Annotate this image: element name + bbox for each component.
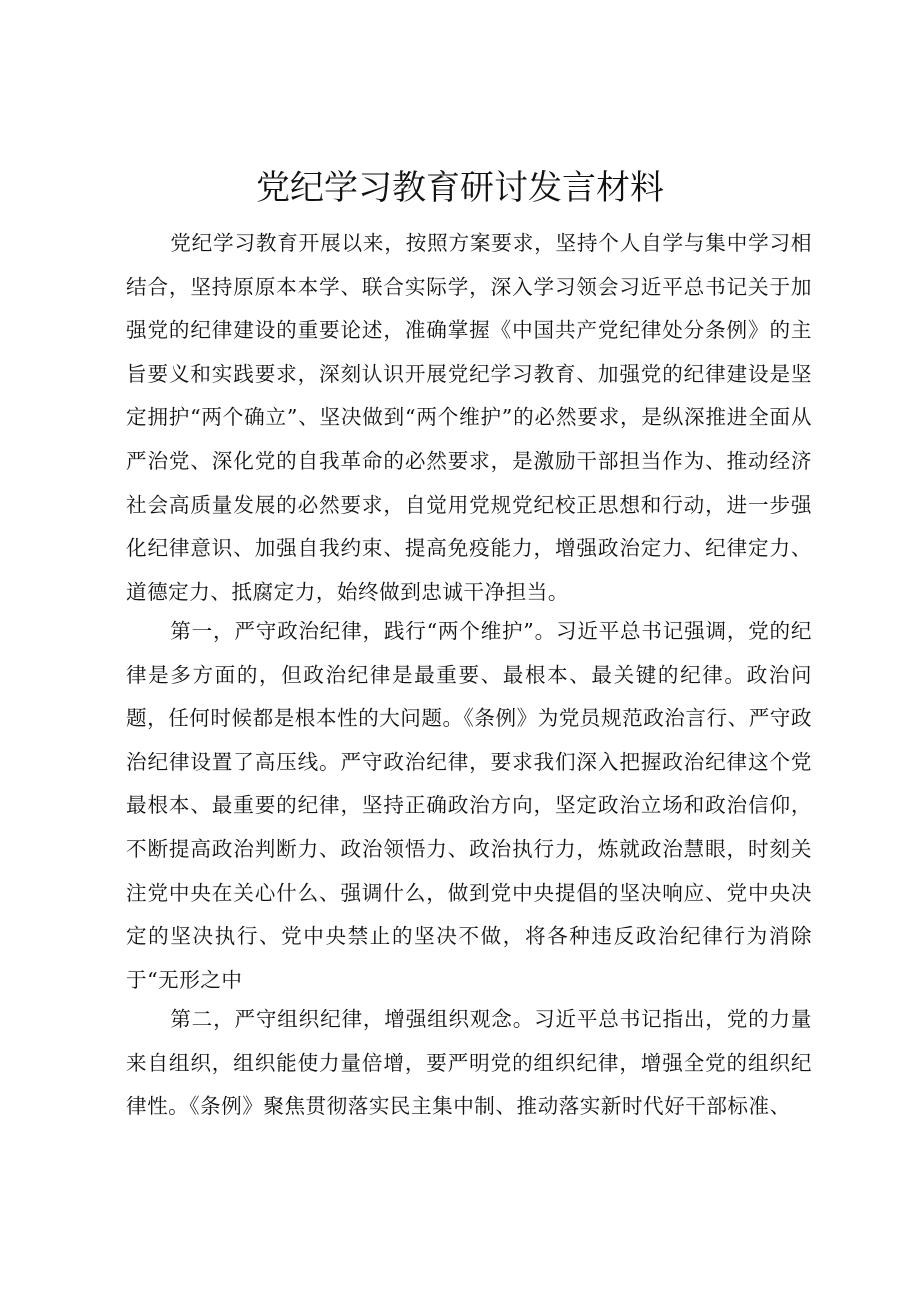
paragraph-intro: 党纪学习教育开展以来，按照方案要求，坚持个人自学与集中学习相结合，坚持原原本本学、联合实际学，深入学习领会习近平总书记关于加强党的纪律建设的重要论述，准确掌握《中国共产党纪律处分条例》的主旨要义和实践要求，深刻认识开展党纪学习教育、加强党的纪律建设是坚定拥护“两个确立”、坚决做到“两个维护”的必然要求，是纵深推进全面从严治党、深化党的自我革命的必然要求，是激励干部担当作为、推动经济社会高质量发展的必然要求，自觉用党规党纪校正思想和行动，进一步强化纪律意识、加强自我约束、提高免疫能力，增强政治定力、纪律定力、道德定力、抵腐定力，始终做到忠诚干净担当。 [126,231,812,604]
paragraph-political-discipline: 第一，严守政治纪律，践行“两个维护”。习近平总书记强调，党的纪律是多方面的，但政治纪律是最重要、最根本、最关键的纪律。政治问题，任何时候都是根本性的大问题。《条例》为党员规范政治言行、严守政治纪律设置了高压线。严守政治纪律，要求我们深入把握政治纪律这个党最根本、最重要的纪律，坚持正确政治方向，坚定政治立场和政治信仰，不断提高政治判断力、政治领悟力、政治执行力，炼就政治慧眼，时刻关注党中央在关心什么、强调什么，做到党中央提倡的坚决响应、党中央决定的坚决执行、党中央禁止的坚决不做，将各种违反政治纪律行为消除于“无形之中 [126,619,812,992]
document-title: 党纪学习教育研讨发言材料 [256,168,664,208]
paragraph-organizational-discipline: 第二，严守组织纪律，增强组织观念。习近平总书记指出，党的力量来自组织，组织能使力量倍增，要严明党的组织纪律，增强全党的组织纪律性。《条例》聚焦贯彻落实民主集中制、推动落实新时代好干部标准、 [126,1007,812,1119]
